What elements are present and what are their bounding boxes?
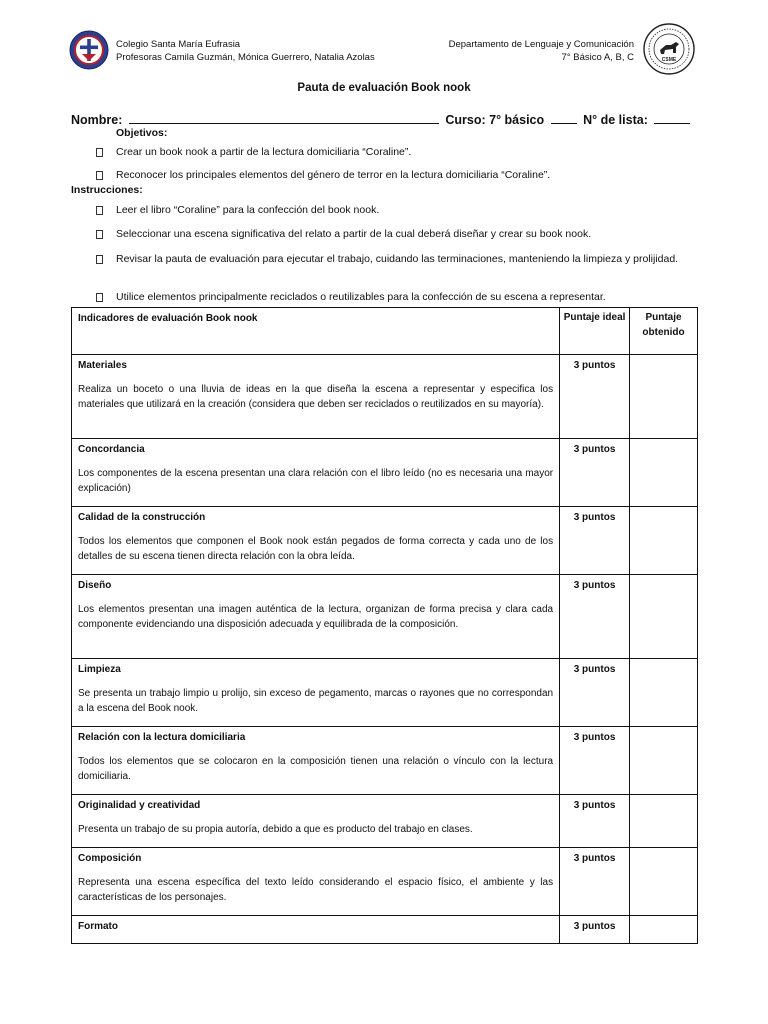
header-right [449,38,634,64]
evaluation-rubric-table [71,307,698,944]
table-row [72,727,698,795]
bullet-icon [96,230,103,239]
objetivos-heading: Objetivos: [116,127,168,139]
lista-blank[interactable] [654,113,690,124]
table-row [72,659,698,727]
bullet-icon [96,148,103,157]
school-name: Colegio Santa María Eufrasia [116,39,241,50]
curso-blank[interactable] [551,113,577,124]
school-crest-logo [69,30,109,70]
points-ideal: 3 puntos [560,659,630,727]
table-row [72,795,698,848]
points-obtained[interactable] [630,916,698,944]
indicator-cell [72,355,560,439]
indicator-cell [72,795,560,848]
objetivo-item: Crear un book nook a partir de la lectura domiciliaria “Coraline”. [96,145,706,160]
points-obtained[interactable] [630,355,698,439]
grade-line: 7° Básico A, B, C [561,52,634,63]
points-ideal: 3 puntos [560,848,630,916]
csme-seal-logo [643,23,695,75]
nombre-blank[interactable] [129,113,439,124]
points-obtained[interactable] [630,439,698,507]
indicator-desc: Todos los elementos que se colocaron en la composición tienen una relación o vínculo con la lectura domiciliaria. [78,756,554,782]
nombre-label: Nombre: [71,113,123,127]
indicator-name: Originalidad y creatividad [78,800,201,811]
indicator-name: Formato [78,921,118,932]
indicator-cell [72,659,560,727]
department-name: Departamento de Lenguaje y Comunicación [448,39,634,50]
points-ideal: 3 puntos [560,727,630,795]
bullet-icon [96,206,103,215]
header-indicadores: Indicadores de evaluación Book nook [72,308,560,355]
points-ideal: 3 puntos [560,916,630,944]
indicator-cell [72,848,560,916]
header-left [116,38,375,64]
table-row [72,439,698,507]
points-obtained[interactable] [630,848,698,916]
indicator-cell [72,439,560,507]
indicator-name: Materiales [78,360,127,371]
points-obtained[interactable] [630,575,698,659]
bullet-icon [96,255,103,264]
instruccion-item: Revisar la pauta de evaluación para ejecutar el trabajo, cuidando las terminaciones, manteniendo la limpieza y prolijidad. [96,252,706,267]
instruccion-item: Leer el libro “Coraline” para la confección del book nook. [96,203,706,218]
teachers-line: Profesoras Camila Guzmán, Mónica Guerrero, Natalia Azolas [116,52,375,63]
indicator-desc: Se presenta un trabajo limpio u prolijo, sin exceso de pegamento, marcas o rayones que no correspondan a la escena del Book nook. [78,688,554,714]
table-row [72,916,698,944]
points-ideal: 3 puntos [560,507,630,575]
indicator-desc: Los componentes de la escena presentan una clara relación con el libro leído (no es necesaria una mayor explicación) [78,468,554,494]
bullet-icon [96,171,103,180]
lista-label: N° de lista: [583,113,648,127]
objetivo-item: Reconocer los principales elementos del género de terror en la lectura domiciliaria “Coraline”. [96,168,706,183]
bullet-icon [96,293,103,302]
curso-label: Curso: 7° básico [445,113,545,127]
table-header-row [72,308,698,355]
table-row [72,575,698,659]
indicator-cell [72,727,560,795]
header-puntaje-ideal: Puntaje ideal [560,308,630,355]
indicator-desc: Realiza un boceto o una lluvia de ideas en la que diseña la escena a representar y especifica los materiales que utilizará en la creación (considera que deben ser reciclados o reutilizados en su mayoría). [78,384,554,410]
points-ideal: 3 puntos [560,439,630,507]
points-obtained[interactable] [630,727,698,795]
points-ideal: 3 puntos [560,575,630,659]
instruccion-item: Seleccionar una escena significativa del relato a partir de la cual deberá diseñar y crear su book nook. [96,227,706,242]
indicator-desc: Presenta un trabajo de su propia autoría, debido a que es producto del trabajo en clases. [78,824,473,835]
points-ideal: 3 puntos [560,795,630,848]
student-info-line [71,113,693,127]
indicator-cell [72,575,560,659]
indicator-desc: Todos los elementos que componen el Book nook están pegados de forma correcta y cada uno de los detalles de su escena tienen directa relación con la obra leída. [78,536,554,562]
indicator-name: Limpieza [78,664,121,675]
indicator-name: Composición [78,853,142,864]
table-row [72,507,698,575]
points-obtained[interactable] [630,507,698,575]
indicator-name: Diseño [78,580,112,591]
instruccion-item: Utilice elementos principalmente reciclados o reutilizables para la confección de su escena a representar. [96,290,706,305]
header-puntaje-obtenido: Puntaje obtenido [630,308,698,355]
indicator-cell [72,507,560,575]
indicator-name: Concordancia [78,444,145,455]
table-row [72,355,698,439]
points-obtained[interactable] [630,659,698,727]
points-obtained[interactable] [630,795,698,848]
indicator-cell [72,916,560,944]
table-row [72,848,698,916]
indicator-name: Relación con la lectura domiciliaria [78,732,246,743]
instrucciones-heading: Instrucciones: [71,184,143,196]
page-title: Pauta de evaluación Book nook [297,82,471,94]
indicator-desc: Representa una escena específica del texto leído considerando el espacio físico, el ambiente y las características de los personajes. [78,877,554,903]
indicator-name: Calidad de la construcción [78,512,206,523]
points-ideal: 3 puntos [560,355,630,439]
svg-text:CSME: CSME [661,57,677,63]
indicator-desc: Los elementos presentan una imagen auténtica de la lectura, organizan de forma precisa y clara cada componente evidenciando una disposición adecuada y equilibrada de la composición. [78,604,554,630]
